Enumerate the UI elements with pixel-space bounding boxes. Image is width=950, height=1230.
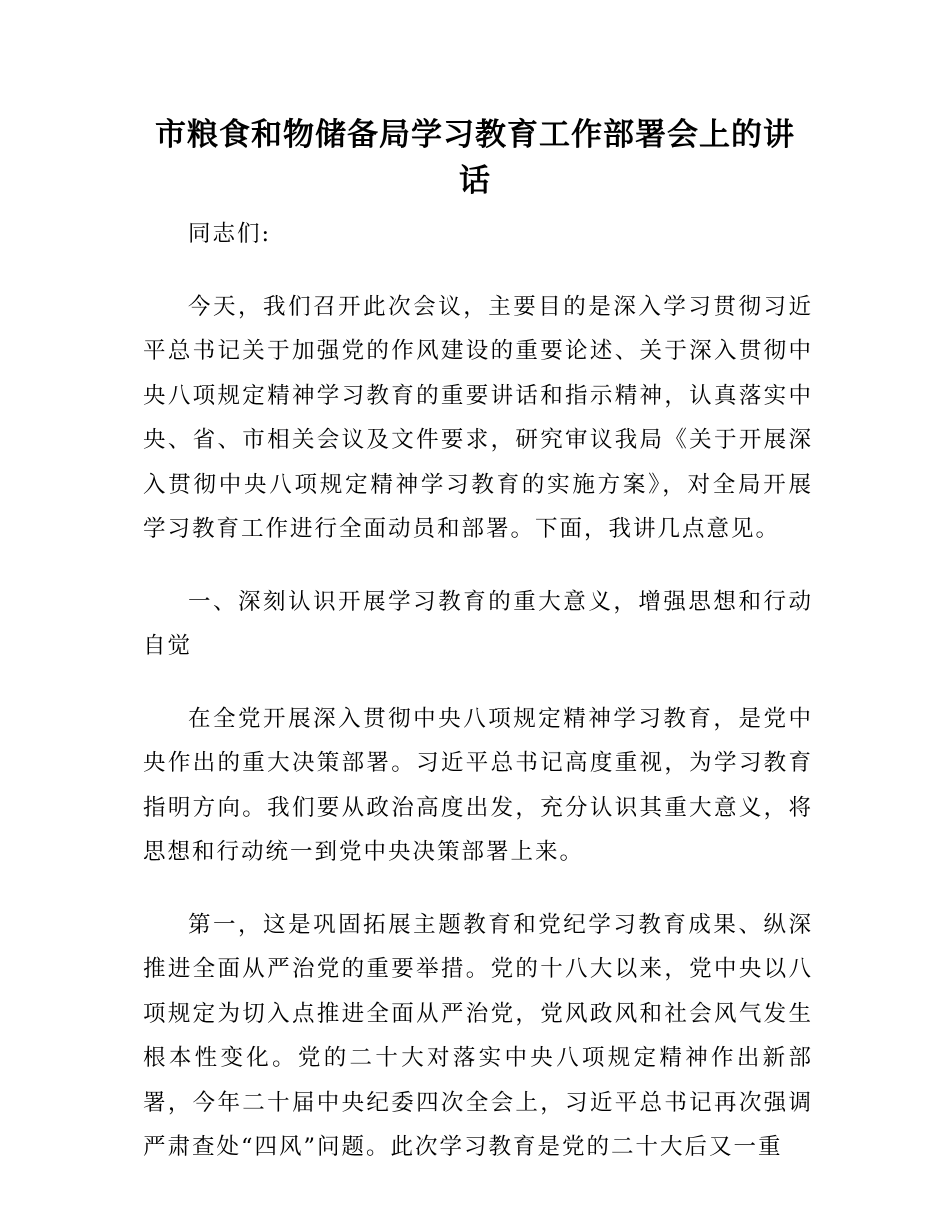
paragraph-first-point: 第一，这是巩固拓展主题教育和党纪学习教育成果、纵深推进全面从严治党的重要举措。党的十八大以来，党中央以八项规定为切入点推进全面从严治党，党风政风和社会风气发生根本性变化。党的二十大对落实中央八项规定精神作出新部署，今年二十届中央纪委四次全会上，习近平总书记再次强调严肃查处“四风”问题。此次学习教育是党的二十大后又一重 bbox=[143, 911, 813, 1160]
paragraph-intro: 今天，我们召开此次会议，主要目的是深入学习贯彻习近平总书记关于加强党的作风建设的重要论述、关于深入贯彻中央八项规定精神学习教育的重要讲话和指示精神，认真落实中央、省、市相关会议及文件要求，研究审议我局《关于开展深入贯彻中央八项规定精神学习教育的实施方案》，对全局开展学习教育工作进行全面动员和部署。下面，我讲几点意见。 bbox=[143, 293, 813, 542]
document-body bbox=[143, 212, 813, 1170]
document-title: 市粮食和物储备局学习教育工作部署会上的讲话 bbox=[155, 117, 795, 199]
salutation: 同志们: bbox=[188, 221, 272, 247]
paragraph-significance: 在全党开展深入贯彻中央八项规定精神学习教育，是党中央作出的重大决策部署。习近平总书记高度重视，为学习教育指明方向。我们要从政治高度出发，充分认识其重大意义，将思想和行动统一到党中央决策部署上来。 bbox=[143, 705, 813, 865]
section-heading-1: 一、深刻认识开展学习教育的重大意义，增强思想和行动自觉 bbox=[143, 588, 813, 659]
